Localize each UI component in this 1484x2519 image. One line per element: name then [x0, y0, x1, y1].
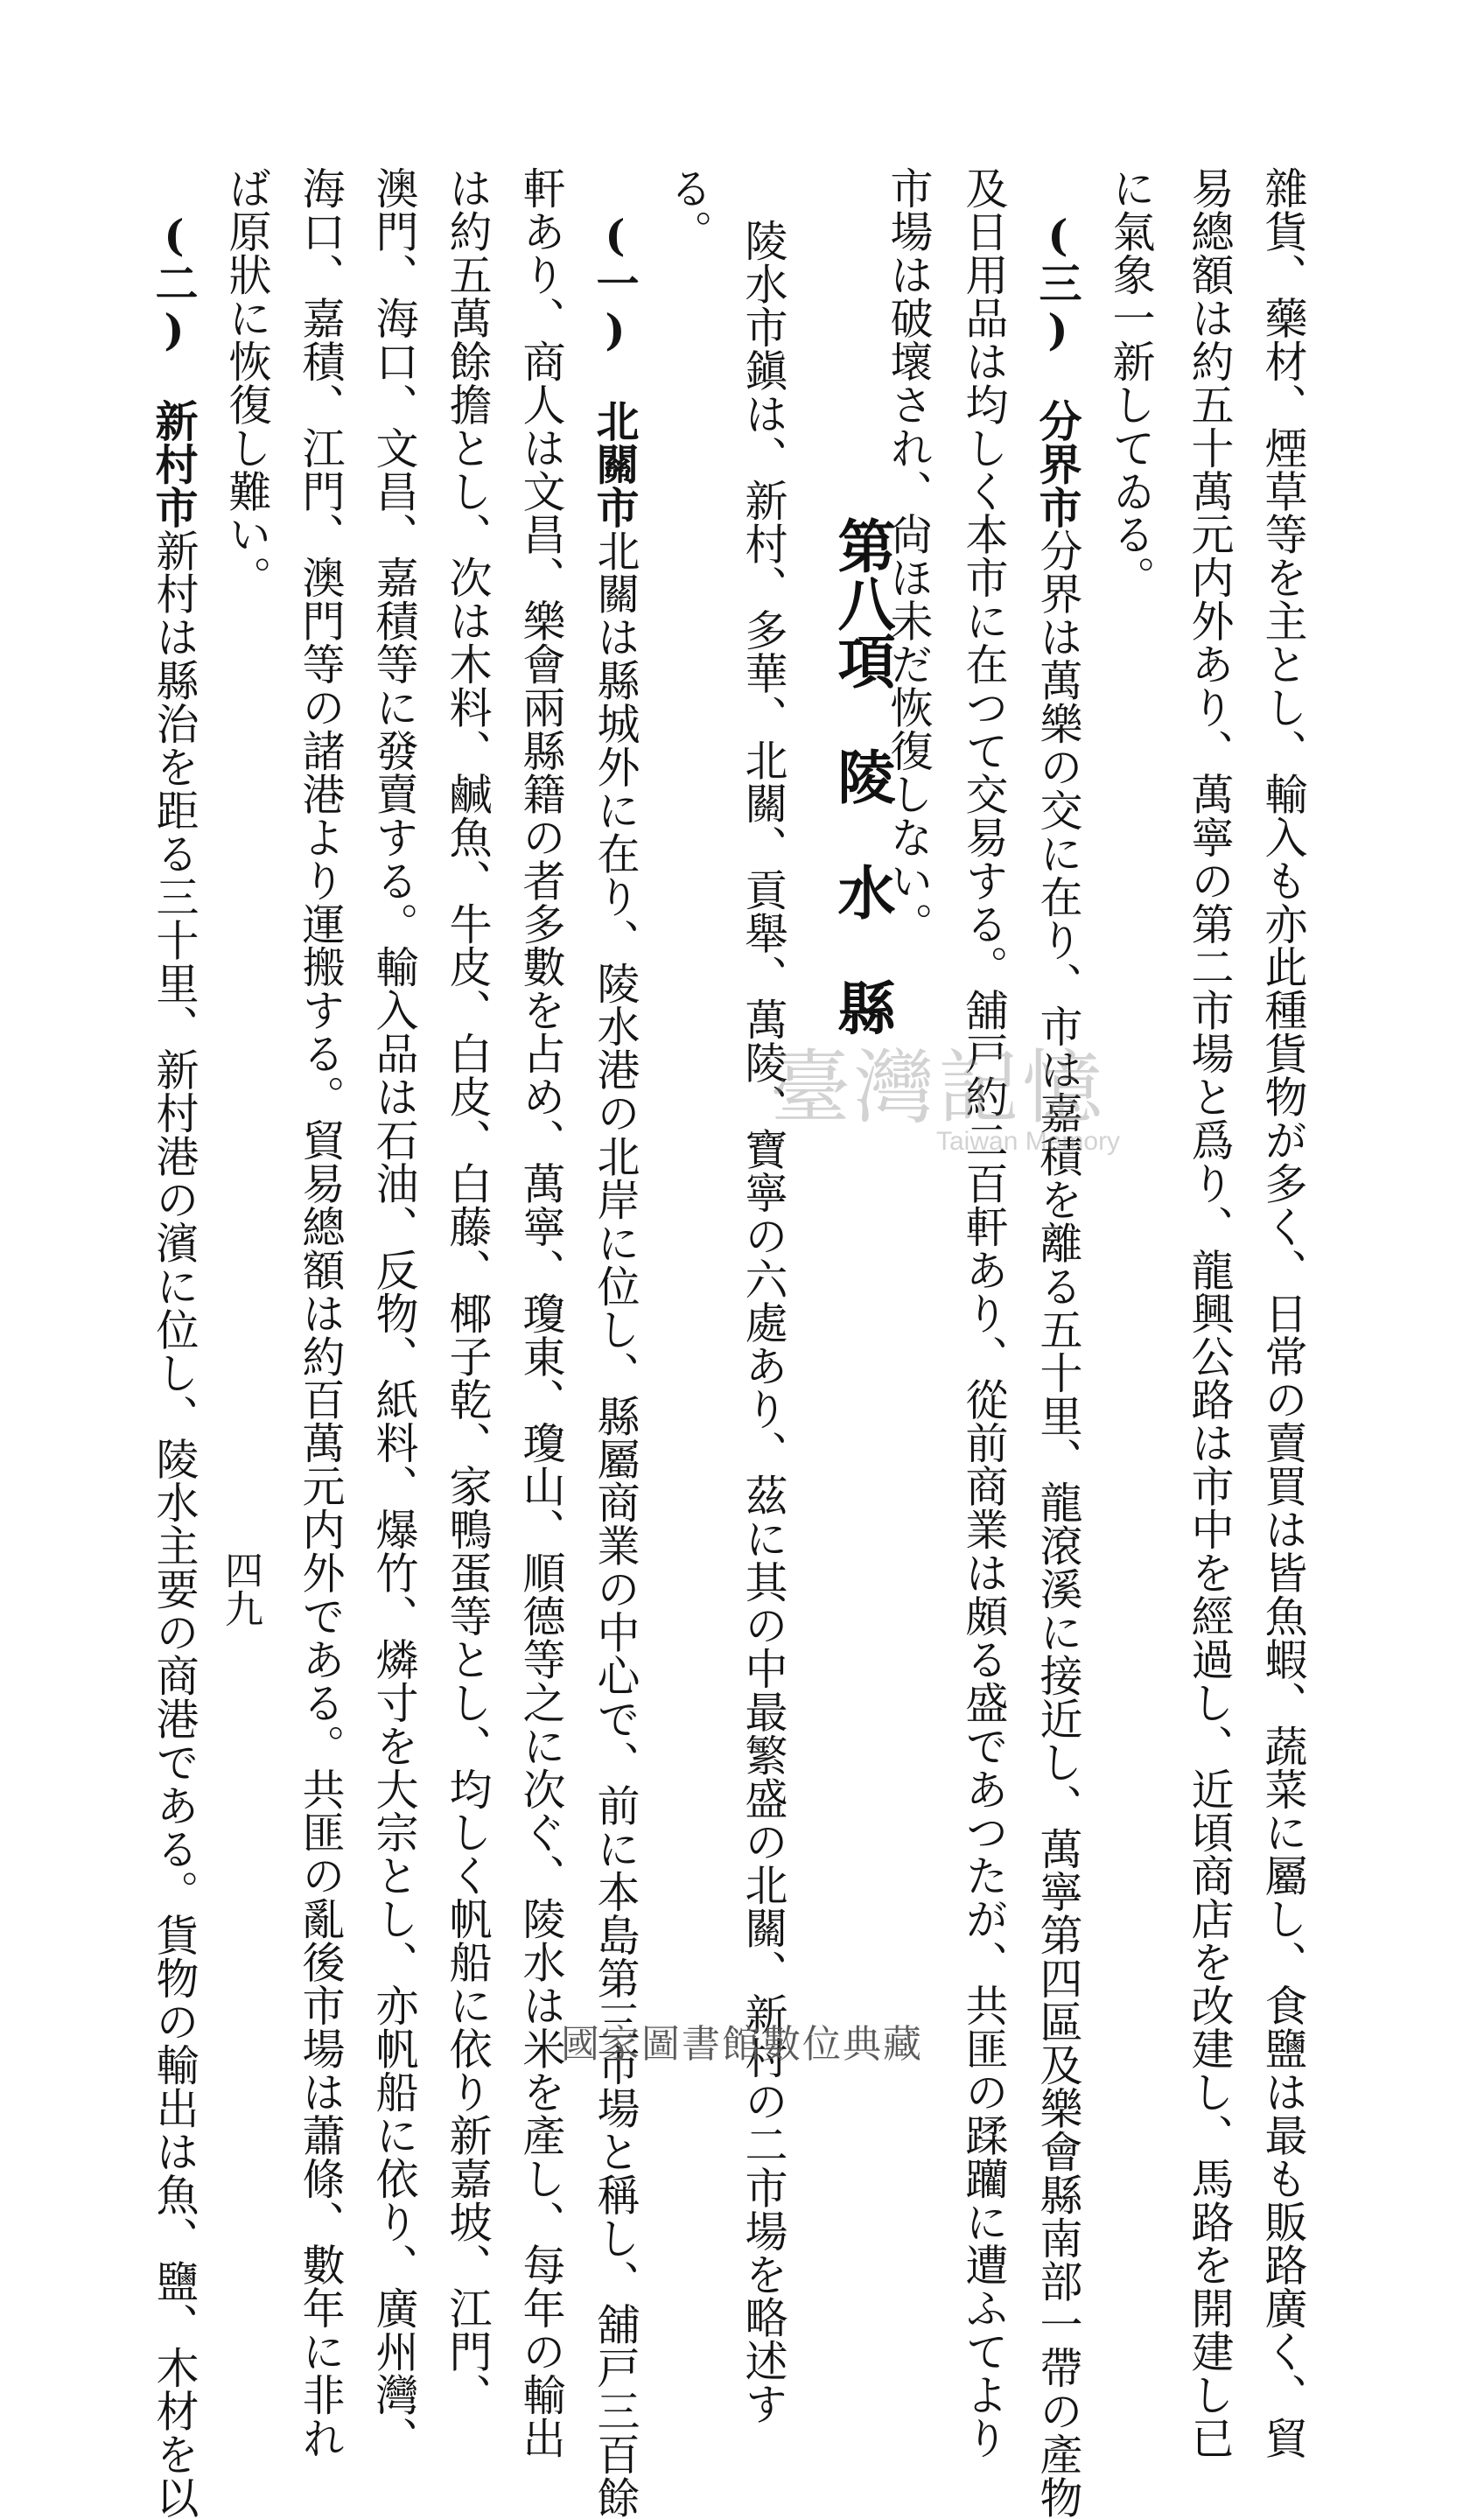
subsection-label-fenjie: (三) 分界市: [1032, 210, 1083, 529]
text-line: 陵水市鎭は、新村、多華、北關、貢舉、萬陵、寶寧の六處あり、茲に其の中最繁盛の北關、新村の二市場を略述す: [738, 219, 788, 2425]
page-number: 四九: [218, 1550, 262, 1627]
text-column-2: [1185, 166, 1235, 2460]
text-column-11: [443, 166, 493, 2417]
text-line: 軒あり、商人は文昌、樂會兩縣籍の者多數を占め、萬寧、瓊東、瓊山、順德等之に次ぐ、陵水は米を產し、每年の輸出: [516, 166, 566, 2460]
subsection-label-xincun: (二) 新村市: [149, 210, 200, 529]
text-line: に氣象一新してゐる。: [1106, 166, 1156, 599]
text-column-14: [222, 166, 272, 599]
text-line: 新村は縣治を距る三十里、新村港の濱に位し、陵水主要の商港である。貨物の輸出は魚、鹽、木材を以: [150, 528, 200, 2519]
text-column-1: [1258, 166, 1308, 2460]
watermark-title: 臺灣記憶: [770, 1041, 1107, 1135]
text-line: 北關は縣城外に在り、陵水港の北岸に位し、縣屬商業の中心で、前に本島第三市場と稱し、舖戸三百餘: [591, 528, 640, 2519]
subsection-label-beiguan: (一) 北關市: [590, 210, 640, 529]
text-column-9: [590, 210, 640, 2519]
text-column-13: [296, 166, 346, 2460]
text-line: は約五萬餘擔とし、次は木料、鹹魚、牛皮、白皮、白藤、椰子乾、家鴨蛋等とし、均しく帆船に依り新嘉坡、江門、: [443, 166, 493, 2417]
text-column-12: [369, 166, 419, 2460]
text-line: 及日用品は均しく本市に在つて交易する。舖戸約二百軒あり、從前商業は頗る盛であつたが、共匪の蹂躪に遭ふてより: [959, 166, 1009, 2460]
text-column-7: [738, 219, 788, 2425]
text-column-10: [516, 166, 566, 2460]
text-line: 分界は萬樂の交に在り、市は嘉積を離る五十里、龍滾溪に接近し、萬寧第四區及樂會縣南部一帶の產物: [1033, 528, 1083, 2519]
text-line: 雜貨、藥材、煙草等を主とし、輸入も亦此種貨物が多く、日常の賣買は皆魚蝦、蔬菜に屬し、食鹽は最も販路廣く、貿: [1258, 166, 1308, 2460]
text-column-15: [149, 210, 200, 2519]
text-line: 海口、嘉積、江門、澳門等の諸港より運搬する。貿易總額は約百萬元内外である。共匪の亂後市場は蕭條、數年に非れ: [296, 166, 346, 2460]
text-line: る。: [663, 166, 713, 253]
text-column-4: [1032, 210, 1083, 2519]
text-column-8: [663, 166, 713, 253]
text-line: 澳門、海口、文昌、嘉積等に發賣する。輸入品は石油、反物、紙料、爆竹、燐寸を大宗とし、亦帆船に依り、廣州灣、: [369, 166, 419, 2460]
watermark-subtitle: Taiwan Memory: [936, 1127, 1121, 1156]
text-line: 市場は破壞され、尙ほ未だ恢復しない。: [884, 166, 934, 946]
text-column-3: [1106, 166, 1156, 599]
text-column-5: [959, 166, 1009, 2460]
footer-attribution: 國家圖書館數位典藏: [561, 2022, 923, 2067]
text-line: ば原狀に恢復し難い。: [222, 166, 272, 599]
text-line: 易總額は約五十萬元内外あり、萬寧の第二市場と爲り、龍興公路は市中を經過し、近頃商店を改建し、馬路を開建し已: [1185, 166, 1235, 2460]
section-heading: 第八項 陵 水 縣: [828, 516, 896, 1036]
